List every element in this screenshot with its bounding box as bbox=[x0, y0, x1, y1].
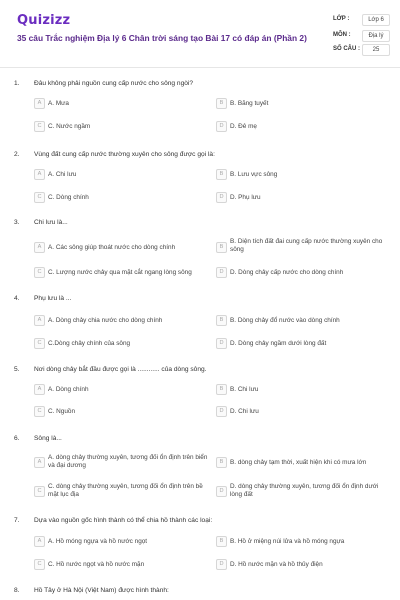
info-count-label: SỐ CÂU : bbox=[333, 46, 360, 52]
option-badge: A bbox=[34, 169, 45, 180]
option-badge: C bbox=[34, 338, 45, 349]
option-text: D. Phụ lưu bbox=[230, 194, 261, 201]
option-badge: C bbox=[34, 267, 45, 278]
option-badge: D bbox=[216, 121, 227, 132]
option-text: A. Các sông giúp thoát nước cho dòng chính bbox=[48, 244, 176, 251]
option-badge: B bbox=[216, 169, 227, 180]
option-badge: C bbox=[34, 192, 45, 203]
question-text: Hồ Tây ở Hà Nội (Việt Nam) được hình thành: bbox=[34, 587, 169, 594]
option-text: C.Dòng chảy chính của sông bbox=[48, 340, 131, 347]
option-text: B. Lưu vực sông bbox=[230, 171, 278, 178]
option-badge: D bbox=[216, 267, 227, 278]
option-text: B. Hồ ở miệng núi lửa và hồ móng ngựa bbox=[230, 538, 345, 545]
option-text: D. Đê mẹ bbox=[230, 123, 257, 130]
option-badge: A bbox=[34, 536, 45, 547]
option-badge: D bbox=[216, 192, 227, 203]
question-text: Đâu không phải nguồn cung cấp nước cho sông ngòi? bbox=[34, 80, 194, 87]
option-text: A. Mưa bbox=[48, 100, 69, 107]
question-number: 7. bbox=[14, 517, 20, 524]
question-text: Dựa vào nguồn gốc hình thành có thể chia hồ thành các loại: bbox=[34, 517, 213, 524]
info-count bbox=[333, 44, 391, 56]
option-badge: B bbox=[216, 315, 227, 326]
option-badge: A bbox=[34, 242, 45, 253]
option-text: B. Diện tích đất đai cung cấp nước thường xuyên cho sông bbox=[230, 238, 383, 253]
option-text: D. Dòng chảy ngầm dưới lòng đất bbox=[230, 340, 327, 347]
info-grade bbox=[333, 14, 391, 26]
option-text: B. Chi lưu bbox=[230, 386, 259, 393]
option-badge: D bbox=[216, 338, 227, 349]
option-text: C. dòng chảy thường xuyên, tương đối ổn định trên bề mặt lục địa bbox=[48, 483, 203, 498]
option-text: A. Chi lưu bbox=[48, 171, 77, 178]
option-badge: C bbox=[34, 559, 45, 570]
option-text: C. Hồ nước ngọt và hồ nước mặn bbox=[48, 561, 145, 568]
info-count-value: 25 bbox=[362, 44, 390, 56]
question-number: 1. bbox=[14, 80, 20, 87]
option-text: A. Dòng chính bbox=[48, 386, 89, 393]
option-text: D. Dòng chảy cấp nước cho dòng chính bbox=[230, 269, 344, 276]
option-badge: B bbox=[216, 536, 227, 547]
option-badge: A bbox=[34, 315, 45, 326]
option-text: A. Hồ móng ngựa và hồ nước ngọt bbox=[48, 538, 148, 545]
option-badge: C bbox=[34, 406, 45, 417]
document-title: 35 câu Trắc nghiệm Địa lý 6 Chân trời sáng tạo Bài 17 có đáp án (Phần 2) bbox=[17, 33, 307, 43]
option-text: B. Băng tuyết bbox=[230, 100, 269, 107]
quizizz-logo: Quizizz bbox=[17, 13, 71, 28]
question-number: 8. bbox=[14, 587, 20, 594]
question-text: Vùng đất cung cấp nước thường xuyên cho sông được gọi là: bbox=[34, 151, 215, 158]
info-subject-value: Địa lý bbox=[362, 30, 390, 42]
option-badge: B bbox=[216, 457, 227, 468]
option-badge: B bbox=[216, 384, 227, 395]
option-badge: C bbox=[34, 121, 45, 132]
question-text: Nơi dòng chảy bắt đầu được gọi là ............ của dòng sông. bbox=[34, 366, 207, 373]
option-text: A. dòng chảy thường xuyên, tương đối ổn định trên biển và đại dương bbox=[48, 454, 208, 469]
option-text: D. dòng chảy thường xuyên, tương đối ổn định dưới lòng đất bbox=[230, 483, 379, 498]
info-subject bbox=[333, 30, 391, 42]
question-text: Chi lưu là... bbox=[34, 219, 68, 226]
option-text: D. Chi lưu bbox=[230, 408, 259, 415]
option-badge: C bbox=[34, 486, 45, 497]
question-number: 2. bbox=[14, 151, 20, 158]
info-grade-label: LỚP : bbox=[333, 16, 350, 22]
question-text: Phụ lưu là ... bbox=[34, 295, 72, 302]
option-badge: A bbox=[34, 457, 45, 468]
option-badge: A bbox=[34, 98, 45, 109]
info-subject-label: MÔN : bbox=[333, 32, 351, 38]
option-badge: D bbox=[216, 559, 227, 570]
option-badge: A bbox=[34, 384, 45, 395]
option-text: B. dòng chảy tạm thời, xuất hiện khi có mưa lớn bbox=[230, 459, 367, 466]
option-text: C. Nguồn bbox=[48, 408, 75, 415]
option-text: C. Dòng chính bbox=[48, 194, 89, 201]
question-number: 3. bbox=[14, 219, 20, 226]
option-badge: D bbox=[216, 486, 227, 497]
option-text: A. Dòng chảy chia nước cho dòng chính bbox=[48, 317, 163, 324]
option-text: C. Nước ngầm bbox=[48, 123, 91, 130]
question-number: 5. bbox=[14, 366, 20, 373]
option-badge: D bbox=[216, 406, 227, 417]
option-badge: B bbox=[216, 242, 227, 253]
option-text: C. Lượng nước chảy qua mặt cắt ngang lòng sông bbox=[48, 269, 192, 276]
option-text: D. Hồ nước mặn và hồ thủy điện bbox=[230, 561, 323, 568]
question-number: 6. bbox=[14, 435, 20, 442]
question-text: Sông là... bbox=[34, 435, 62, 442]
option-text: B. Dòng chảy đổ nước vào dòng chính bbox=[230, 317, 340, 324]
info-grade-value: Lớp 6 bbox=[362, 14, 390, 26]
question-number: 4. bbox=[14, 295, 20, 302]
document-header bbox=[0, 0, 400, 68]
option-badge: B bbox=[216, 98, 227, 109]
